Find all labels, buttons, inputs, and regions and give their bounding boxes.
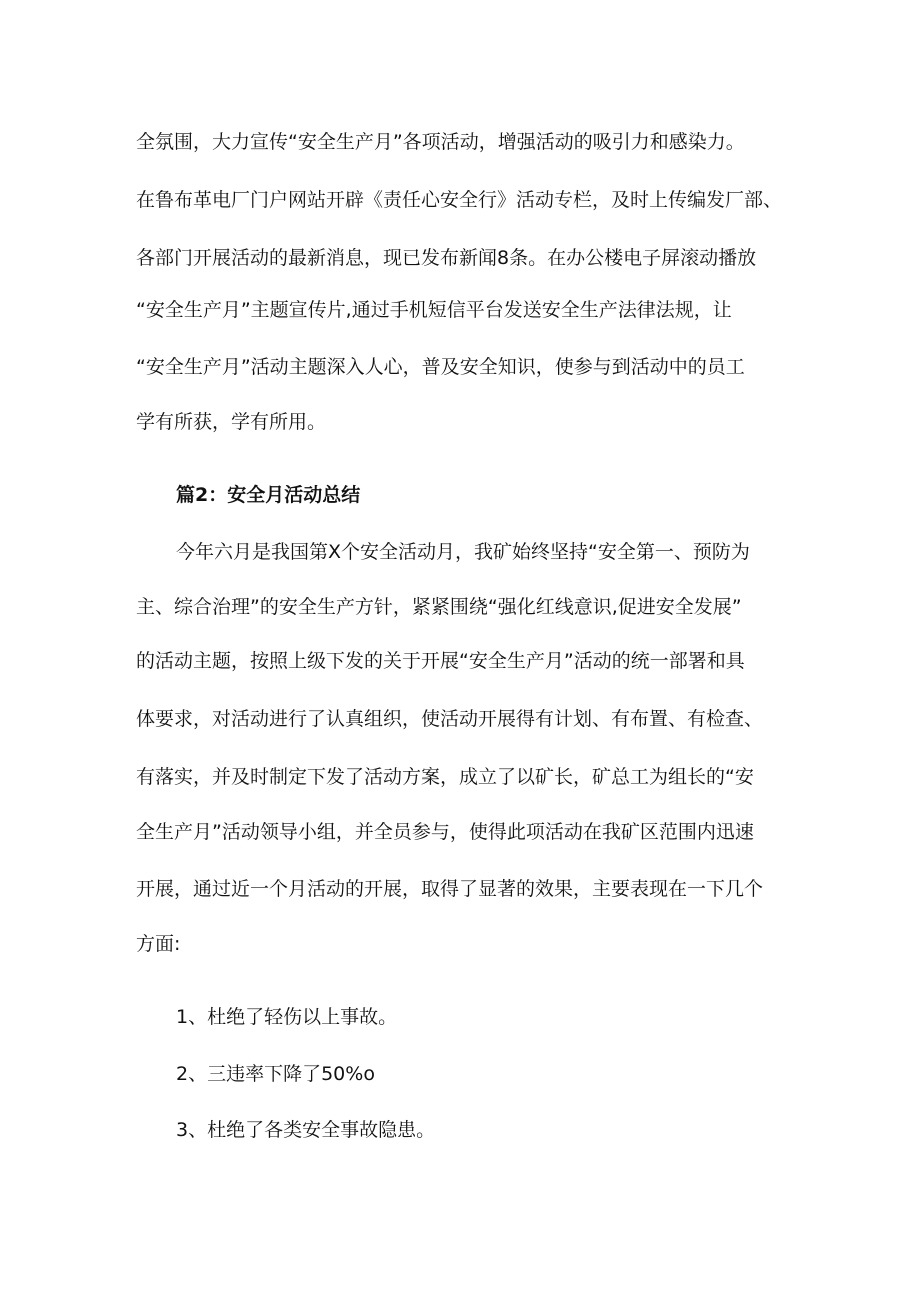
paragraph-line: 体要求，对活动进行了认真组织，使活动开展得有计划、有布置、有检查、 — [136, 708, 764, 730]
list-item: 1、杜绝了轻伤以上事故。 — [176, 1006, 398, 1028]
paragraph-line: 开展，通过近一个月活动的开展，取得了显著的效果，主要表现在一下几个 — [136, 878, 764, 900]
paragraph-line: 各部门开展活动的最新消息，现已发布新闻8条。在办公楼电子屏滚动播放 — [136, 247, 757, 269]
paragraph-line: 方面: — [136, 933, 181, 955]
paragraph-line: 主、综合治理”的安全生产方针，紧紧围绕“强化红线意识,促进安全发展” — [136, 596, 742, 618]
paragraph-line: 全生产月”活动领导小组，并全员参与，使得此项活动在我矿区范围内迅速 — [136, 821, 754, 843]
paragraph-line: “安全生产月”主题宣传片,通过手机短信平台发送安全生产法律法规，让 — [136, 299, 732, 321]
paragraph-line: 有落实，并及时制定下发了活动方案，成立了以矿长，矿总工为组长的“安 — [136, 766, 754, 788]
paragraph-line: 学有所获，学有所用。 — [136, 411, 327, 433]
list-item: 2、三违率下降了50%o — [176, 1063, 375, 1085]
paragraph-line: “安全生产月”活动主题深入人心，普及安全知识，使参与到活动中的员工 — [136, 356, 745, 378]
paragraph-line: 在鲁布革电厂门户网站开辟《责任心安全行》活动专栏，及时上传编发厂部、 — [136, 189, 783, 211]
paragraph-line: 的活动主题，按照上级下发的关于开展“安全生产月”活动的统一部署和具 — [136, 650, 745, 672]
paragraph-line: 今年六月是我国第X个安全活动月，我矿始终坚持“安全第一、预防为 — [176, 541, 750, 563]
paragraph-line: 全氛围，大力宣传“安全生产月”各项活动，增强活动的吸引力和感染力。 — [136, 131, 745, 153]
section-heading: 篇2：安全月活动总结 — [176, 484, 361, 506]
list-item: 3、杜绝了各类安全事故隐患。 — [176, 1119, 436, 1141]
